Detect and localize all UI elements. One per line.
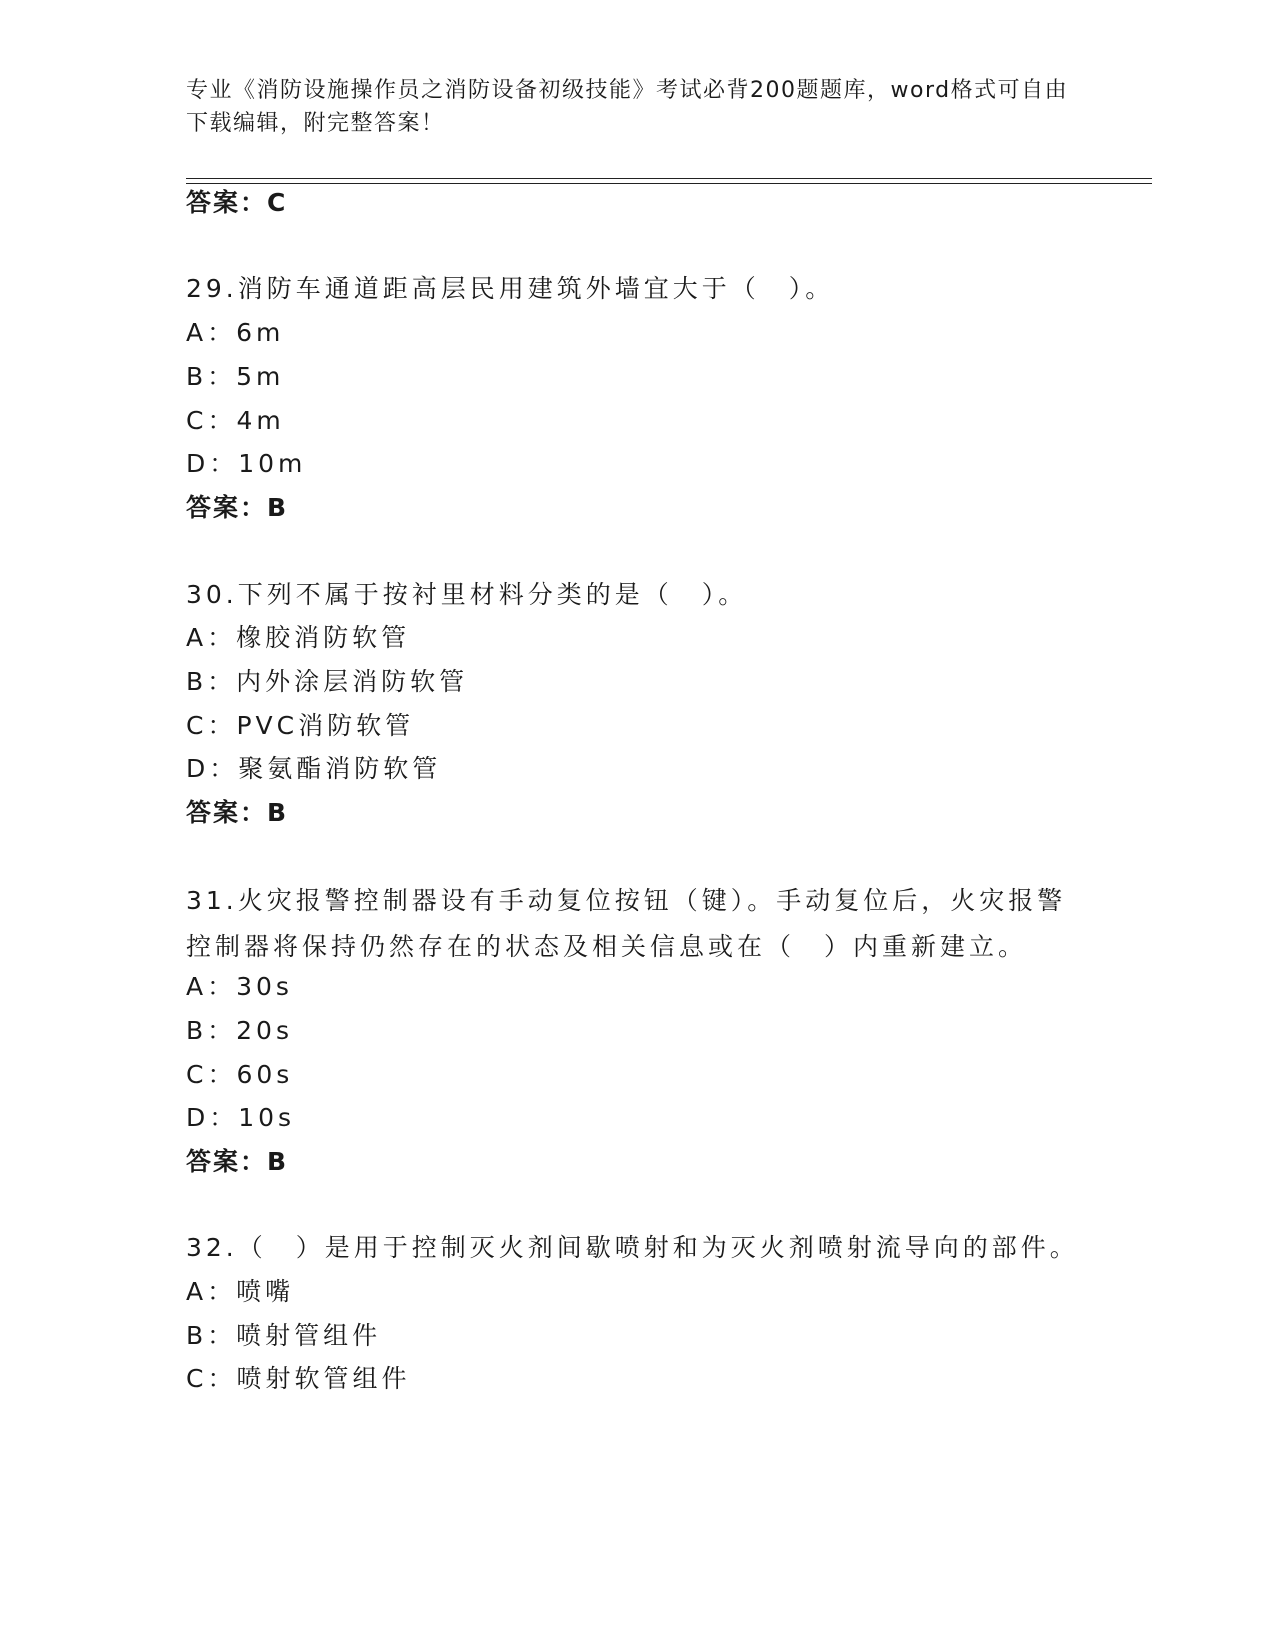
option-d: D：聚氨酯消防软管 [186, 754, 442, 783]
option-a: A：喷嘴 [186, 1277, 295, 1306]
option-a: A：30s [186, 972, 293, 1001]
option-d: D：10m [186, 449, 307, 478]
answer-line: 答案：B [186, 1147, 289, 1176]
answer-line: 答案：B [186, 493, 289, 522]
header-divider-top [186, 178, 1152, 179]
option-c: C：60s [186, 1060, 294, 1089]
option-a: A：6m [186, 318, 285, 347]
document-header-note: 专业《消防设施操作员之消防设备初级技能》考试必背200题题库，word格式可自由下载编辑，附完整答案！ [186, 78, 1069, 136]
question-text: 31.火灾报警控制器设有手动复位按钮（键）。手动复位后，火灾报警控制器将保持仍然存在的状态及相关信息或在（ ）内重新建立。 [186, 886, 1067, 961]
option-b: B：20s [186, 1016, 293, 1045]
option-b: B：内外涂层消防软管 [186, 667, 469, 696]
option-c: C：PVC消防软管 [186, 711, 415, 740]
option-a: A：橡胶消防软管 [186, 623, 411, 652]
question-text: 29.消防车通道距高层民用建筑外墙宜大于（ ）。 [186, 274, 835, 303]
answer-line: 答案：B [186, 798, 289, 827]
option-c: C：4m [186, 406, 285, 435]
question-text: 32.（ ）是用于控制灭火剂间歇喷射和为灭火剂喷射流导向的部件。 [186, 1233, 1079, 1262]
option-d: D：10s [186, 1103, 296, 1132]
option-c: C：喷射软管组件 [186, 1364, 411, 1393]
answer-line: 答案：C [186, 188, 288, 217]
option-b: B：5m [186, 362, 285, 391]
option-b: B：喷射管组件 [186, 1321, 382, 1350]
question-text: 30.下列不属于按衬里材料分类的是（ ）。 [186, 580, 748, 609]
header-divider-bottom [186, 183, 1152, 184]
